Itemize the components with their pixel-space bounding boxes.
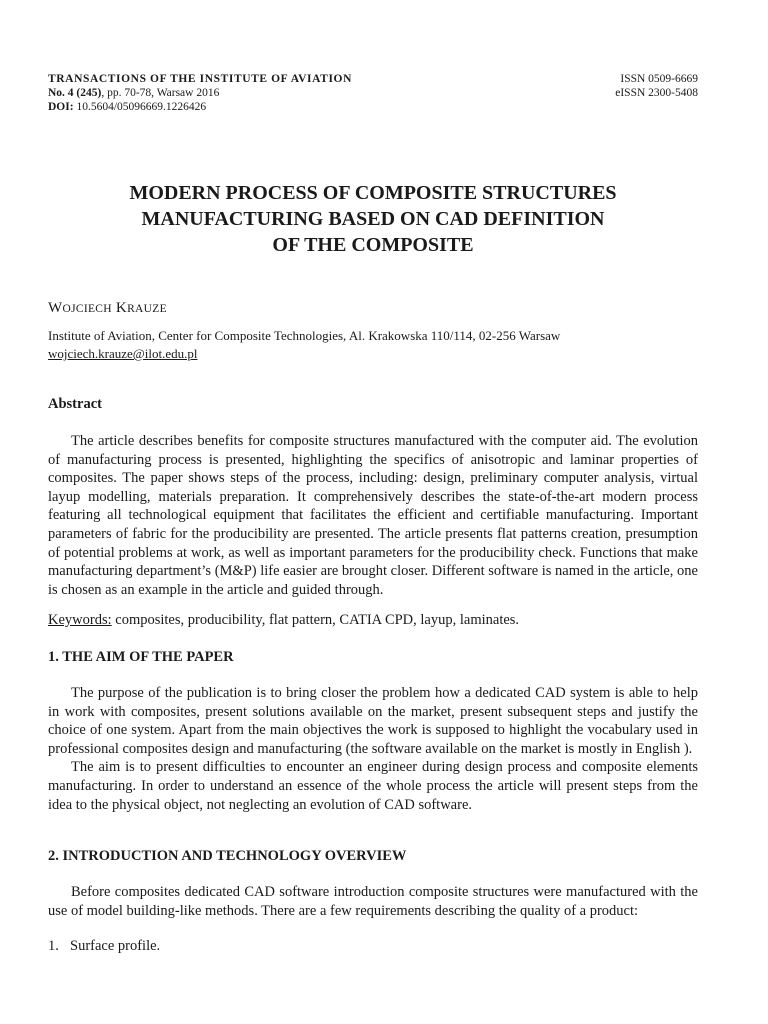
doi-label: DOI:	[48, 101, 74, 113]
list-item-number: 1.	[48, 938, 59, 954]
section-2-body	[48, 883, 698, 920]
keywords-list: composites, producibility, flat pattern, CATIA CPD, layup, laminates.	[111, 612, 520, 628]
keywords-label: Keywords:	[48, 612, 112, 628]
paper-title	[48, 180, 698, 258]
doi-value: 10.5604/05096669.1226426	[73, 101, 207, 113]
section-2-paragraph-1: Before composites dedicated CAD software introduction composite structures were manufactured with the use of model building-like methods. There are a few requirements describing the quality of a product:	[48, 884, 698, 919]
abstract-heading: Abstract	[48, 396, 102, 412]
section-1-paragraph-1: The purpose of the publication is to bring closer the problem how a dedicated CAD system is able to help in work with composites, present solutions available on the market, present subsequent steps and justify the choice of one system. Apart from the main objectives the work is supposed to highlight the vocabulary used in professional composites design and manufacturing (the software available on the market is mostly in English ).	[48, 685, 698, 757]
keywords	[48, 612, 519, 629]
abstract-paragraph: The article describes benefits for composite structures manufactured with the computer aid. The evolution of manufacturing process is presented, highlighting the specifics of anisotropic and laminar properties of composites. The paper shows steps of the process, including: design, preliminary computer analysis, virtual layup modelling, materials preparation. It comprehensively describes the state-of-the-art modern process featuring all technological equipment that facilitates the efficient and certifiable manufacturing. Important parameters of fabric for the producibility are presented. The article presents flat patterns creation, presumption of potential problems at work, as well as important parameters for the producibility check. Functions that make manufacturing department’s (M&P) life easier are brought closer. Different software is named in the article, one is chosen as an example in the article and guided through.	[48, 433, 698, 598]
abstract-body	[48, 432, 698, 599]
issue-number: No. 4 (245)	[48, 87, 102, 99]
issn: ISSN 0509-6669	[620, 73, 698, 85]
list-item	[48, 938, 160, 955]
issue-pages: , pp. 70-78, Warsaw 2016	[101, 87, 220, 99]
title-line-3: OF THE COMPOSITE	[272, 234, 474, 256]
author-affiliation	[48, 327, 708, 363]
title-line-1: MODERN PROCESS OF COMPOSITE STRUCTURES	[129, 182, 617, 204]
section-1-heading: 1. THE AIM OF THE PAPER	[48, 649, 234, 665]
list-item-text: Surface profile.	[70, 938, 161, 954]
section-2-heading: 2. INTRODUCTION AND TECHNOLOGY OVERVIEW	[48, 848, 407, 864]
title-line-2: MANUFACTURING BASED ON CAD DEFINITION	[141, 208, 605, 230]
journal-header	[48, 72, 698, 114]
affiliation-text: Institute of Aviation, Center for Composite Technologies, Al. Krakowska 110/114, 02-256 Warsaw	[48, 328, 561, 343]
section-1-body	[48, 684, 698, 814]
eissn: eISSN 2300-5408	[615, 87, 698, 99]
issue-info	[48, 86, 219, 100]
author-name: WOJCIECH KRAUZE	[48, 300, 167, 316]
author-email-link[interactable]: wojciech.krauze@ilot.edu.pl	[48, 346, 198, 361]
doi	[48, 100, 206, 114]
journal-name: TRANSACTIONS OF THE INSTITUTE OF AVIATION	[48, 73, 352, 85]
section-1-paragraph-2: The aim is to present difficulties to encounter an engineer during design process and composite elements manufacturing. In order to understand an essence of the whole process the article will present steps from the idea to the physical object, not neglecting an evolution of CAD software.	[48, 759, 698, 813]
